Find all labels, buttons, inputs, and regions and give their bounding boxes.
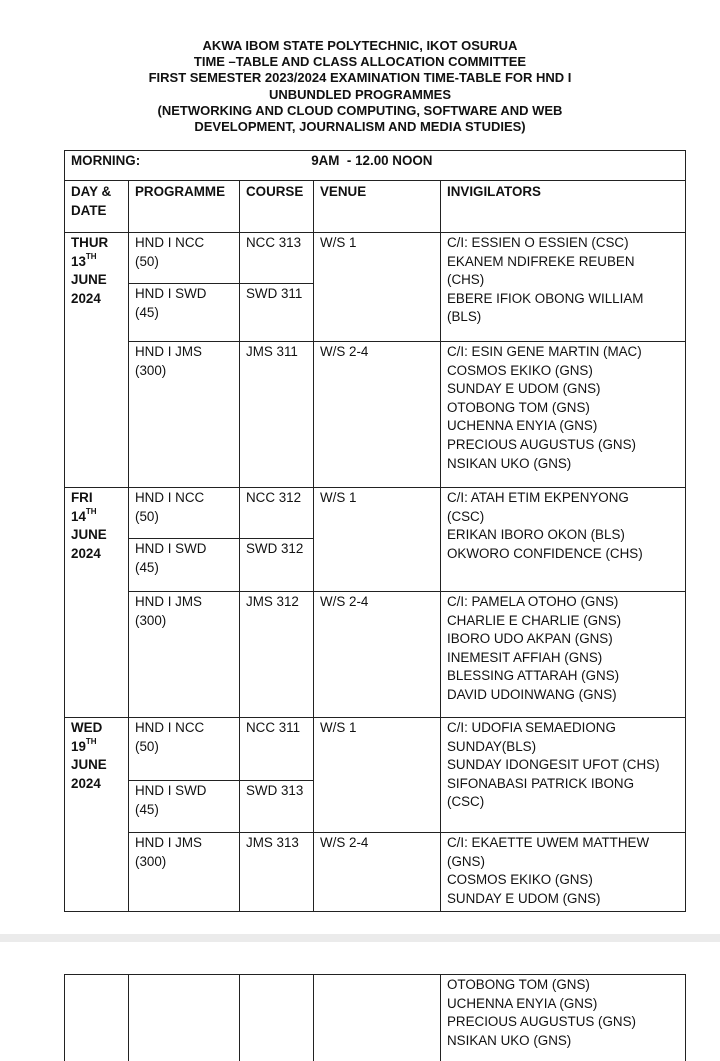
session-label: MORNING: (71, 153, 141, 168)
invigilator-name: C/I: ESSIEN O ESSIEN (CSC) (447, 235, 629, 250)
invigilator-name: COSMOS EKIKO (GNS) (447, 362, 593, 378)
table-header-row (65, 181, 686, 233)
table-row (65, 718, 686, 781)
venue-cell: W/S 2-4 (314, 592, 441, 718)
course-cell: JMS 311 (240, 342, 314, 488)
venue-cell: W/S 2-4 (314, 342, 441, 488)
invigilators-cell (441, 833, 686, 912)
invigilator-name: UCHENNA ENYIA (GNS) (447, 418, 598, 434)
exam-timetable (64, 150, 686, 912)
table-row (65, 488, 686, 539)
continued-programme-cell (129, 975, 240, 1061)
programme-cell: HND I SWD (45) (129, 284, 240, 342)
course-cell: NCC 313 (240, 233, 314, 284)
invigilator-name: OTOBONG TOM (GNS) (447, 399, 590, 415)
session-row (65, 151, 686, 181)
venue-cell: W/S 1 (314, 233, 441, 342)
header-committee: TIME –TABLE AND CLASS ALLOCATION COMMITTEE (193, 54, 527, 70)
continued-course-cell (240, 975, 314, 1061)
invigilator-name: EBERE IFIOK OBONG WILLIAM (447, 290, 644, 306)
venue-cell: W/S 1 (314, 718, 441, 833)
invigilators-cell (441, 718, 686, 833)
invigilators-cell (441, 342, 686, 488)
header-programmes: UNBUNDLED PROGRAMMES (269, 86, 451, 102)
invigilator-name: C/I: EKAETTE UWEM MATTHEW (447, 835, 650, 850)
day-date-cell: FRI 14TH JUNE 2024 (65, 488, 129, 718)
col-invigilators: INVIGILATORS (441, 181, 686, 233)
course-cell: NCC 312 (240, 488, 314, 539)
col-course: COURSE (240, 181, 314, 233)
course-cell: SWD 311 (240, 284, 314, 342)
invigilator-name: ERIKAN IBORO OKON (BLS) (447, 527, 625, 543)
programme-cell: HND I JMS (300) (129, 592, 240, 718)
invigilator-name: SUNDAY E UDOM (GNS) (447, 890, 601, 906)
invigilators-cell (441, 592, 686, 718)
venue-cell: W/S 2-4 (314, 833, 441, 912)
programme-cell: HND I JMS (300) (129, 833, 240, 912)
invigilator-name: SIFONABASI PATRICK IBONG (447, 775, 635, 791)
invigilator-name: C/I: ATAH ETIM EKPENYONG (447, 490, 629, 505)
programme-cell: HND I JMS (300) (129, 342, 240, 488)
invigilator-name: OTOBONG TOM (GNS) (447, 977, 590, 992)
invigilator-name: INEMESIT AFFIAH (GNS) (447, 649, 603, 665)
exam-timetable-continued (64, 974, 686, 1061)
programme-cell: HND I NCC (50) (129, 488, 240, 539)
course-cell: JMS 312 (240, 592, 314, 718)
header-semester: FIRST SEMESTER 2023/2024 EXAMINATION TIME-TABLE FOR HND I (148, 70, 572, 86)
invigilator-name: NSIKAN UKO (GNS) (447, 1032, 572, 1048)
invigilator-name: BLESSING ATTARAH (GNS) (447, 668, 620, 684)
programme-cell: HND I NCC (50) (129, 233, 240, 284)
header-programme-list-2: DEVELOPMENT, JOURNALISM AND MEDIA STUDIES) (194, 119, 526, 135)
session-time: 9AM - 12.00 NOON (311, 153, 433, 168)
day-date-cell: WED 19TH JUNE 2024 (65, 718, 129, 912)
venue-cell: W/S 1 (314, 488, 441, 592)
invigilator-name: PRECIOUS AUGUSTUS (GNS) (447, 1014, 636, 1030)
invigilator-name: UCHENNA ENYIA (GNS) (447, 995, 598, 1011)
programme-cell: HND I SWD (45) (129, 781, 240, 833)
col-day-date: DAY & DATE (65, 181, 129, 233)
header-programme-list-1: (NETWORKING AND CLOUD COMPUTING, SOFTWARE AND WEB (157, 102, 563, 118)
invigilator-name: EKANEM NDIFREKE REUBEN (447, 253, 635, 269)
invigilator-name: NSIKAN UKO (GNS) (447, 455, 572, 471)
invigilator-name: (BLS) (447, 309, 482, 325)
course-cell: NCC 311 (240, 718, 314, 781)
programme-cell: HND I NCC (50) (129, 718, 240, 781)
document-page-2 (0, 942, 720, 1061)
continued-day-cell (65, 975, 129, 1061)
invigilator-name: IBORO UDO AKPAN (GNS) (447, 631, 613, 647)
invigilator-name: OKWORO CONFIDENCE (CHS) (447, 545, 643, 561)
table-row (65, 592, 686, 718)
table-row (65, 342, 686, 488)
table-row (65, 833, 686, 912)
invigilators-cell (441, 233, 686, 342)
invigilator-name: (GNS) (447, 853, 485, 869)
table-row (65, 975, 686, 1061)
table-row (65, 233, 686, 284)
col-programme: PROGRAMME (129, 181, 240, 233)
continued-venue-cell (314, 975, 441, 1061)
course-cell: SWD 312 (240, 539, 314, 592)
invigilator-name: DAVID UDOINWANG (GNS) (447, 686, 617, 702)
day-date-cell: THUR 13TH JUNE 2024 (65, 233, 129, 488)
invigilator-name: PRECIOUS AUGUSTUS (GNS) (447, 436, 636, 452)
course-cell: SWD 313 (240, 781, 314, 833)
invigilators-cell (441, 488, 686, 592)
invigilator-name: (CHS) (447, 272, 485, 288)
document-header (0, 38, 720, 135)
invigilator-name: SUNDAY(BLS) (447, 738, 537, 754)
continued-invigilators-cell (441, 975, 686, 1061)
header-institution: AKWA IBOM STATE POLYTECHNIC, IKOT OSURUA (202, 38, 518, 53)
invigilator-name: (CSC) (447, 794, 485, 810)
invigilator-name: C/I: UDOFIA SEMAEDIONG (447, 720, 616, 735)
invigilator-name: COSMOS EKIKO (GNS) (447, 872, 593, 888)
invigilator-name: SUNDAY E UDOM (GNS) (447, 381, 601, 397)
programme-cell: HND I SWD (45) (129, 539, 240, 592)
invigilator-name: C/I: PAMELA OTOHO (GNS) (447, 594, 619, 609)
col-venue: VENUE (314, 181, 441, 233)
invigilator-name: (CSC) (447, 508, 485, 524)
invigilator-name: CHARLIE E CHARLIE (GNS) (447, 612, 622, 628)
course-cell: JMS 313 (240, 833, 314, 912)
invigilator-name: SUNDAY IDONGESIT UFOT (CHS) (447, 757, 660, 773)
invigilator-name: C/I: ESIN GENE MARTIN (MAC) (447, 344, 642, 359)
